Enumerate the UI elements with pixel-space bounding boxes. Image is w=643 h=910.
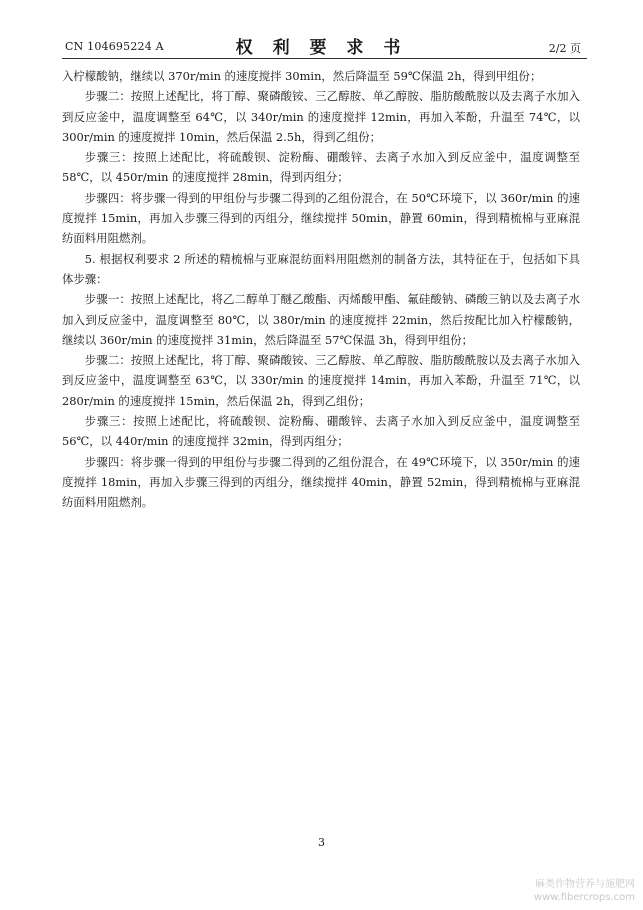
page-info: 2/2 页	[548, 42, 581, 55]
claim-paragraph: 步骤四：将步骤一得到的甲组份与步骤二得到的乙组份混合，在 49℃环境下，以 350r/min 的速度搅拌 18min，再加入步骤三得到的丙组分，继续搅拌 40min，静置 52min，得到精梳棉与亚麻混纺面料用阻燃剂。	[62, 454, 580, 510]
claim-paragraph: 步骤二：按照上述配比，将丁醇、聚磷酸铵、三乙醇胺、单乙醇胺、脂肪酸酰胺以及去离子水加入到反应釜中，温度调整至 63℃，以 330r/min 的速度搅拌 14min，再加入苯酚，升温至 71℃，以 280r/min 的速度搅拌 15min，然后保温 2h，得到乙组份；	[62, 353, 580, 408]
claim-paragraph: 入柠檬酸钠，继续以 370r/min 的速度搅拌 30min，然后降温至 59℃保温 2h，得到甲组份；	[62, 69, 542, 83]
claim-paragraph: 步骤三：按照上述配比，将硫酸钡、淀粉酶、硼酸锌、去离子水加入到反应釜中，温度调整至 56℃，以 440r/min 的速度搅拌 32min，得到丙组分；	[62, 414, 580, 449]
watermark-line-2: www.fibercrops.com	[533, 892, 635, 903]
claims-body	[62, 66, 580, 513]
watermark	[534, 878, 635, 904]
watermark-line-1: 麻类作物营养与施肥网	[535, 879, 635, 890]
header-divider	[62, 58, 587, 59]
page-number: 3	[318, 836, 325, 849]
patent-number: CN 104695224 A	[65, 40, 164, 53]
claim-paragraph: 步骤三：按照上述配比，将硫酸钡、淀粉酶、硼酸锌、去离子水加入到反应釜中，温度调整至 58℃，以 450r/min 的速度搅拌 28min，得到丙组分；	[62, 150, 580, 185]
claim-paragraph: 5. 根据权利要求 2 所述的精梳棉与亚麻混纺面料用阻燃剂的制备方法，其特征在于，包括如下具体步骤：	[62, 251, 580, 286]
claim-paragraph: 步骤二：按照上述配比，将丁醇、聚磷酸铵、三乙醇胺、单乙醇胺、脂肪酸酰胺以及去离子水加入到反应釜中，温度调整至 64℃，以 340r/min 的速度搅拌 12min，再加入苯酚，升温至 74℃，以 300r/min 的速度搅拌 10min，然后保温 2.5h，得到乙组份；	[62, 89, 580, 144]
claim-paragraph: 步骤一：按照上述配比，将乙二醇单丁醚乙酸酯、丙烯酸甲酯、氟硅酸钠、磷酸三钠以及去离子水加入到反应釜中，温度调整至 80℃，以 380r/min 的速度搅拌 22min，然后按配比加入柠檬酸钠，继续以 360r/min 的速度搅拌 31min，然后降温至 57℃保温 3h，得到甲组份；	[62, 292, 580, 347]
document-title: 权 利 要 求 书	[235, 38, 408, 58]
claim-paragraph: 步骤四：将步骤一得到的甲组份与步骤二得到的乙组份混合，在 50℃环境下，以 360r/min 的速度搅拌 15min，再加入步骤三得到的丙组分，继续搅拌 50min，静置 60min，得到精梳棉与亚麻混纺面料用阻燃剂。	[62, 190, 580, 246]
